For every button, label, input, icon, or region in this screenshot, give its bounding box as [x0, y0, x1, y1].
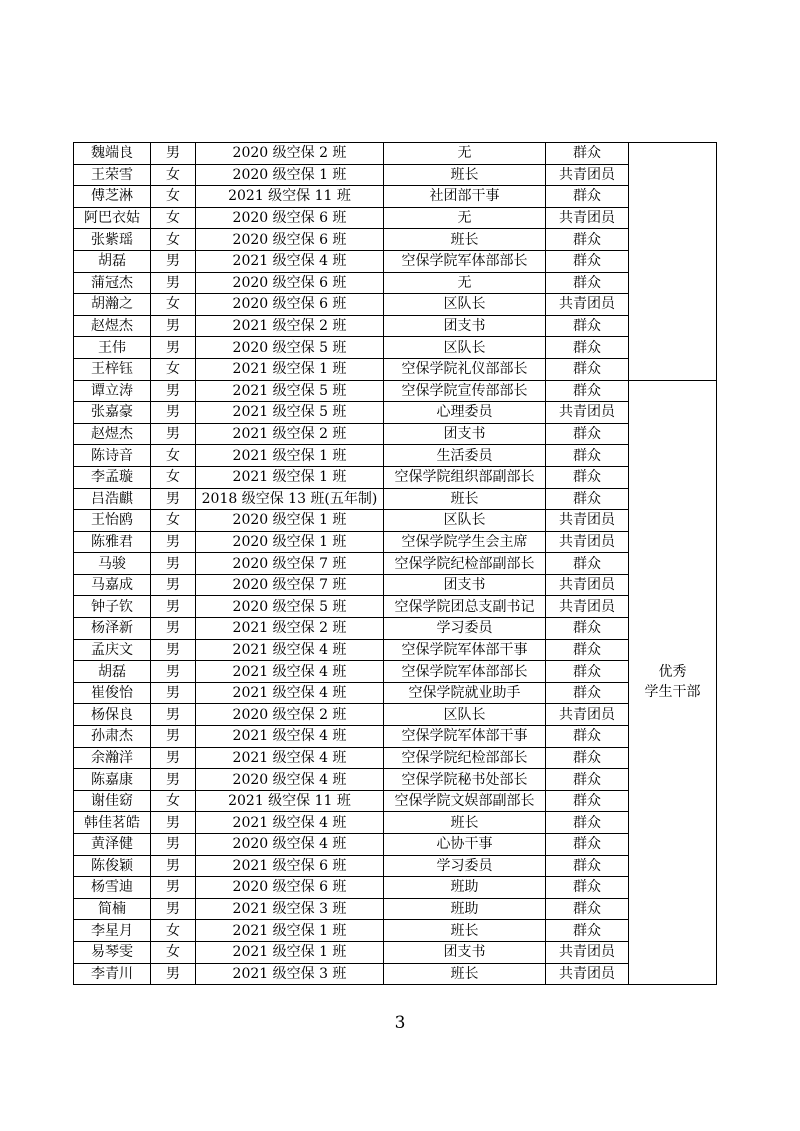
table-row [74, 466, 717, 488]
position-cell: 空保学院军体部部长 [384, 250, 546, 272]
political-status-cell: 群众 [546, 380, 629, 402]
award-category-cell [629, 380, 717, 985]
table-row [74, 402, 717, 424]
table-row [74, 510, 717, 532]
political-status-cell: 群众 [546, 618, 629, 640]
class-cell: 2020 级空保 1 班 [196, 510, 384, 532]
gender-cell: 男 [151, 877, 196, 899]
political-status-cell: 群众 [546, 445, 629, 467]
page-number: 3 [394, 1013, 406, 1033]
position-cell: 区队长 [384, 294, 546, 316]
gender-cell: 女 [151, 790, 196, 812]
student-name-cell: 胡磊 [74, 661, 151, 683]
student-name-cell: 王荣雪 [74, 164, 151, 186]
class-cell: 2021 级空保 2 班 [196, 315, 384, 337]
student-name-cell: 马嘉成 [74, 574, 151, 596]
political-status-cell: 群众 [546, 812, 629, 834]
student-name-cell: 王伟 [74, 337, 151, 359]
student-name-cell: 杨泽新 [74, 618, 151, 640]
gender-cell: 男 [151, 726, 196, 748]
political-status-cell: 共青团员 [546, 164, 629, 186]
table-row [74, 553, 717, 575]
gender-cell: 男 [151, 855, 196, 877]
student-name-cell: 谭立涛 [74, 380, 151, 402]
table-row [74, 790, 717, 812]
position-cell: 空保学院宣传部部长 [384, 380, 546, 402]
table-row [74, 229, 717, 251]
student-name-cell: 蒲冠杰 [74, 272, 151, 294]
gender-cell: 男 [151, 531, 196, 553]
table-row [74, 682, 717, 704]
class-cell: 2021 级空保 6 班 [196, 855, 384, 877]
gender-cell: 女 [151, 445, 196, 467]
position-cell: 团支书 [384, 423, 546, 445]
table-row [74, 877, 717, 899]
table-row [74, 769, 717, 791]
table-row [74, 445, 717, 467]
student-name-cell: 张紫瑶 [74, 229, 151, 251]
student-name-cell: 杨保良 [74, 704, 151, 726]
class-cell: 2020 级空保 5 班 [196, 596, 384, 618]
class-cell: 2021 级空保 4 班 [196, 250, 384, 272]
table-row [74, 337, 717, 359]
table-row [74, 963, 717, 985]
table-row [74, 250, 717, 272]
class-cell: 2020 级空保 7 班 [196, 574, 384, 596]
table-row [74, 639, 717, 661]
political-status-cell: 群众 [546, 186, 629, 208]
position-cell: 班长 [384, 920, 546, 942]
position-cell: 区队长 [384, 510, 546, 532]
table-row [74, 747, 717, 769]
class-cell: 2021 级空保 11 班 [196, 186, 384, 208]
political-status-cell: 共青团员 [546, 963, 629, 985]
class-cell: 2021 级空保 4 班 [196, 812, 384, 834]
position-cell: 空保学院礼仪部部长 [384, 358, 546, 380]
position-cell: 无 [384, 272, 546, 294]
political-status-cell: 共青团员 [546, 402, 629, 424]
class-cell: 2021 级空保 1 班 [196, 445, 384, 467]
position-cell: 空保学院文娱部副部长 [384, 790, 546, 812]
table-row [74, 358, 717, 380]
table-row [74, 898, 717, 920]
student-name-cell: 王梓钰 [74, 358, 151, 380]
gender-cell: 女 [151, 164, 196, 186]
political-status-cell: 共青团员 [546, 510, 629, 532]
position-cell: 空保学院学生会主席 [384, 531, 546, 553]
position-cell: 班长 [384, 164, 546, 186]
gender-cell: 女 [151, 941, 196, 963]
political-status-cell: 群众 [546, 358, 629, 380]
table-row [74, 143, 717, 165]
position-cell: 学习委员 [384, 855, 546, 877]
gender-cell: 男 [151, 402, 196, 424]
gender-cell: 男 [151, 747, 196, 769]
gender-cell: 男 [151, 380, 196, 402]
student-name-cell: 陈雅君 [74, 531, 151, 553]
class-cell: 2020 级空保 6 班 [196, 207, 384, 229]
gender-cell: 男 [151, 488, 196, 510]
position-cell: 空保学院纪检部部长 [384, 747, 546, 769]
student-name-cell: 余瀚洋 [74, 747, 151, 769]
gender-cell: 男 [151, 423, 196, 445]
gender-cell: 男 [151, 272, 196, 294]
table-row [74, 920, 717, 942]
class-cell: 2021 级空保 5 班 [196, 402, 384, 424]
position-cell: 空保学院团总支副书记 [384, 596, 546, 618]
student-name-cell: 马骏 [74, 553, 151, 575]
position-cell: 空保学院组织部副部长 [384, 466, 546, 488]
student-name-cell: 简楠 [74, 898, 151, 920]
class-cell: 2020 级空保 6 班 [196, 877, 384, 899]
class-cell: 2020 级空保 6 班 [196, 272, 384, 294]
student-name-cell: 胡瀚之 [74, 294, 151, 316]
table-row [74, 164, 717, 186]
political-status-cell: 群众 [546, 639, 629, 661]
table-row [74, 596, 717, 618]
table-row [74, 315, 717, 337]
student-name-cell: 魏端良 [74, 143, 151, 165]
class-cell: 2021 级空保 4 班 [196, 682, 384, 704]
class-cell: 2021 级空保 1 班 [196, 920, 384, 942]
class-cell: 2020 级空保 6 班 [196, 229, 384, 251]
political-status-cell: 群众 [546, 250, 629, 272]
table-row [74, 834, 717, 856]
gender-cell: 男 [151, 769, 196, 791]
gender-cell: 男 [151, 574, 196, 596]
position-cell: 团支书 [384, 941, 546, 963]
political-status-cell: 共青团员 [546, 207, 629, 229]
gender-cell: 女 [151, 510, 196, 532]
class-cell: 2020 级空保 2 班 [196, 704, 384, 726]
student-name-cell: 阿巴衣姑 [74, 207, 151, 229]
position-cell: 社团部干事 [384, 186, 546, 208]
table-row [74, 531, 717, 553]
political-status-cell: 群众 [546, 315, 629, 337]
gender-cell: 男 [151, 618, 196, 640]
political-status-cell: 群众 [546, 920, 629, 942]
student-name-cell: 谢佳窈 [74, 790, 151, 812]
position-cell: 学习委员 [384, 618, 546, 640]
student-name-cell: 钟子钦 [74, 596, 151, 618]
position-cell: 无 [384, 207, 546, 229]
student-name-cell: 孙肃杰 [74, 726, 151, 748]
gender-cell: 男 [151, 661, 196, 683]
class-cell: 2020 级空保 2 班 [196, 143, 384, 165]
political-status-cell: 群众 [546, 488, 629, 510]
position-cell: 生活委员 [384, 445, 546, 467]
gender-cell: 男 [151, 553, 196, 575]
student-name-cell: 陈俊颖 [74, 855, 151, 877]
gender-cell: 女 [151, 294, 196, 316]
position-cell: 班助 [384, 898, 546, 920]
political-status-cell: 群众 [546, 466, 629, 488]
class-cell: 2021 级空保 5 班 [196, 380, 384, 402]
political-status-cell: 群众 [546, 229, 629, 251]
student-name-cell: 吕浩麒 [74, 488, 151, 510]
student-name-cell: 韩佳茗皓 [74, 812, 151, 834]
gender-cell: 男 [151, 639, 196, 661]
table-row [74, 423, 717, 445]
class-cell: 2021 级空保 1 班 [196, 358, 384, 380]
class-cell: 2021 级空保 2 班 [196, 618, 384, 640]
political-status-cell: 群众 [546, 272, 629, 294]
class-cell: 2021 级空保 3 班 [196, 963, 384, 985]
gender-cell: 男 [151, 898, 196, 920]
student-name-cell: 张嘉豪 [74, 402, 151, 424]
table-row [74, 855, 717, 877]
position-cell: 空保学院纪检部副部长 [384, 553, 546, 575]
gender-cell: 男 [151, 812, 196, 834]
table-row [74, 941, 717, 963]
political-status-cell: 群众 [546, 337, 629, 359]
student-name-cell: 陈嘉康 [74, 769, 151, 791]
class-cell: 2021 级空保 1 班 [196, 941, 384, 963]
class-cell: 2021 级空保 4 班 [196, 639, 384, 661]
gender-cell: 男 [151, 834, 196, 856]
table-row [74, 186, 717, 208]
student-roster-table [73, 142, 717, 985]
student-name-cell: 李青川 [74, 963, 151, 985]
class-cell: 2021 级空保 11 班 [196, 790, 384, 812]
position-cell: 班长 [384, 229, 546, 251]
class-cell: 2020 级空保 4 班 [196, 834, 384, 856]
position-cell: 班长 [384, 963, 546, 985]
position-cell: 空保学院军体部部长 [384, 661, 546, 683]
political-status-cell: 群众 [546, 747, 629, 769]
position-cell: 空保学院军体部干事 [384, 726, 546, 748]
class-cell: 2021 级空保 1 班 [196, 466, 384, 488]
position-cell: 空保学院就业助手 [384, 682, 546, 704]
position-cell: 团支书 [384, 315, 546, 337]
student-name-cell: 孟庆文 [74, 639, 151, 661]
political-status-cell: 群众 [546, 855, 629, 877]
political-status-cell: 共青团员 [546, 704, 629, 726]
political-status-cell: 群众 [546, 834, 629, 856]
award-category-cell [629, 143, 717, 381]
table-row [74, 574, 717, 596]
table-row [74, 726, 717, 748]
position-cell: 空保学院秘书处部长 [384, 769, 546, 791]
roster-body [74, 143, 717, 985]
student-name-cell: 崔俊怡 [74, 682, 151, 704]
political-status-cell: 群众 [546, 143, 629, 165]
position-cell: 区队长 [384, 704, 546, 726]
student-name-cell: 陈诗音 [74, 445, 151, 467]
gender-cell: 男 [151, 963, 196, 985]
class-cell: 2018 级空保 13 班(五年制) [196, 488, 384, 510]
table-row [74, 618, 717, 640]
student-name-cell: 黄泽健 [74, 834, 151, 856]
table-row [74, 380, 717, 402]
political-status-cell: 群众 [546, 769, 629, 791]
political-status-cell: 共青团员 [546, 574, 629, 596]
position-cell: 区队长 [384, 337, 546, 359]
table-row [74, 812, 717, 834]
table-row [74, 294, 717, 316]
gender-cell: 女 [151, 186, 196, 208]
political-status-cell: 群众 [546, 790, 629, 812]
student-name-cell: 赵煜杰 [74, 423, 151, 445]
political-status-cell: 共青团员 [546, 294, 629, 316]
political-status-cell: 群众 [546, 682, 629, 704]
political-status-cell: 共青团员 [546, 596, 629, 618]
award-category-line: 学生干部 [644, 684, 701, 701]
class-cell: 2020 级空保 1 班 [196, 164, 384, 186]
student-name-cell: 易琴雯 [74, 941, 151, 963]
gender-cell: 男 [151, 143, 196, 165]
gender-cell: 女 [151, 920, 196, 942]
political-status-cell: 群众 [546, 553, 629, 575]
table-row [74, 704, 717, 726]
class-cell: 2020 级空保 1 班 [196, 531, 384, 553]
position-cell: 班长 [384, 488, 546, 510]
gender-cell: 女 [151, 229, 196, 251]
student-name-cell: 赵煜杰 [74, 315, 151, 337]
student-name-cell: 李孟璇 [74, 466, 151, 488]
gender-cell: 男 [151, 315, 196, 337]
position-cell: 班长 [384, 812, 546, 834]
political-status-cell: 群众 [546, 898, 629, 920]
gender-cell: 男 [151, 596, 196, 618]
gender-cell: 女 [151, 207, 196, 229]
gender-cell: 男 [151, 337, 196, 359]
class-cell: 2021 级空保 2 班 [196, 423, 384, 445]
award-category-line: 优秀 [658, 664, 687, 681]
student-name-cell: 李星月 [74, 920, 151, 942]
class-cell: 2021 级空保 3 班 [196, 898, 384, 920]
position-cell: 无 [384, 143, 546, 165]
position-cell: 团支书 [384, 574, 546, 596]
political-status-cell: 群众 [546, 423, 629, 445]
gender-cell: 女 [151, 358, 196, 380]
table-row [74, 272, 717, 294]
table-row [74, 661, 717, 683]
gender-cell: 男 [151, 250, 196, 272]
position-cell: 空保学院军体部干事 [384, 639, 546, 661]
class-cell: 2020 级空保 7 班 [196, 553, 384, 575]
table-row [74, 488, 717, 510]
class-cell: 2021 级空保 4 班 [196, 747, 384, 769]
gender-cell: 男 [151, 704, 196, 726]
class-cell: 2020 级空保 4 班 [196, 769, 384, 791]
political-status-cell: 群众 [546, 726, 629, 748]
position-cell: 心协干事 [384, 834, 546, 856]
political-status-cell: 群众 [546, 661, 629, 683]
table-row [74, 207, 717, 229]
political-status-cell: 共青团员 [546, 941, 629, 963]
gender-cell: 女 [151, 466, 196, 488]
class-cell: 2021 级空保 4 班 [196, 726, 384, 748]
student-name-cell: 傅芝淋 [74, 186, 151, 208]
political-status-cell: 共青团员 [546, 531, 629, 553]
position-cell: 心理委员 [384, 402, 546, 424]
gender-cell: 男 [151, 682, 196, 704]
class-cell: 2020 级空保 5 班 [196, 337, 384, 359]
political-status-cell: 群众 [546, 877, 629, 899]
student-name-cell: 王怡鸥 [74, 510, 151, 532]
student-name-cell: 杨雪迪 [74, 877, 151, 899]
student-name-cell: 胡磊 [74, 250, 151, 272]
position-cell: 班助 [384, 877, 546, 899]
class-cell: 2020 级空保 6 班 [196, 294, 384, 316]
class-cell: 2021 级空保 4 班 [196, 661, 384, 683]
